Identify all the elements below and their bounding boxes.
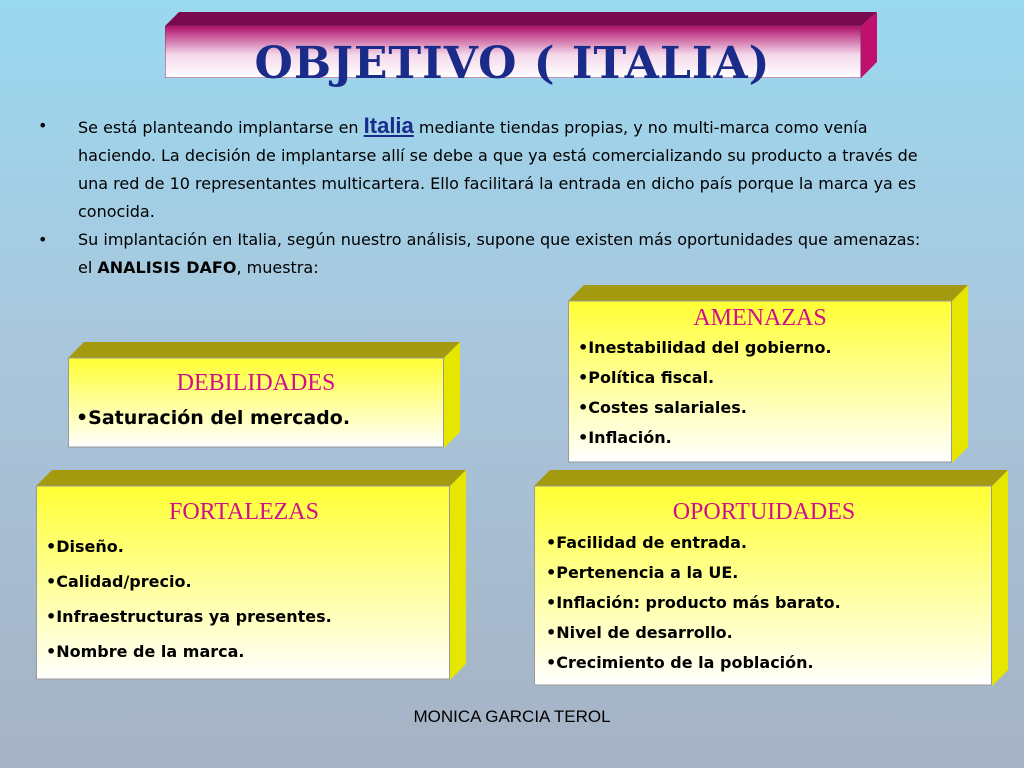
fortalezas-list — [46, 529, 442, 669]
page-title: OBJETIVO ( ITALIA) — [254, 38, 771, 89]
bullet-marker: • — [38, 116, 48, 135]
list-item: •Calidad/precio. — [46, 572, 192, 591]
title-banner — [165, 12, 877, 89]
list-item: •Nivel de desarrollo. — [546, 623, 733, 642]
bullet-marker: • — [38, 230, 48, 249]
bullet-text-part: mediante tiendas propias, y no multi-marca como venía haciendo. La decisión de implantarse allí se debe a que ya está comercializando su producto a través de una red de 10 representantes multicartera. Ello facilitará la entrada en dicho país porque la marca ya es conocida. — [78, 118, 918, 221]
amenazas-title: AMENAZAS — [693, 305, 827, 331]
amenazas-list — [578, 333, 942, 453]
bullet-text-part: Se está planteando implantarse en — [78, 118, 364, 137]
bullet-text — [78, 112, 928, 226]
amenazas-box — [568, 285, 968, 463]
list-item: •Infraestructuras ya presentes. — [46, 607, 332, 626]
footer-author: MONICA GARCIA TEROL — [413, 707, 611, 726]
intro-bullets — [38, 112, 928, 282]
oportunidades-content — [546, 497, 982, 678]
list-item: •Saturación del mercado. — [76, 407, 351, 429]
debilidades-content — [76, 368, 436, 438]
debilidades-title: DEBILIDADES — [176, 370, 336, 396]
list-item: •Costes salariales. — [578, 398, 747, 417]
oportunidades-list — [546, 528, 982, 678]
bullet-text-part: Su implantación en Italia, según nuestro análisis, supone que existen más oportunidades que amenazas: el — [78, 230, 921, 277]
bullet-item — [38, 226, 928, 282]
list-item: •Crecimiento de la población. — [546, 653, 814, 672]
bullet-item — [38, 112, 928, 226]
bullet-text-part: , muestra: — [236, 258, 319, 277]
oportunidades-box — [534, 470, 1008, 686]
oportunidades-title: OPORTUIDADES — [672, 499, 856, 525]
debilidades-list — [76, 398, 436, 438]
list-item: •Inestabilidad del gobierno. — [578, 338, 832, 357]
fortalezas-content — [46, 497, 442, 669]
list-item: •Facilidad de entrada. — [546, 533, 748, 552]
dafo-label: ANALISIS DAFO — [97, 258, 237, 277]
list-item: •Inflación. — [578, 428, 672, 447]
amenazas-content — [578, 303, 942, 453]
list-item: •Inflación: producto más barato. — [546, 593, 841, 612]
list-item: •Política fiscal. — [578, 368, 715, 387]
fortalezas-title: FORTALEZAS — [169, 499, 319, 525]
debilidades-box — [68, 342, 460, 448]
italia-link[interactable]: Italia — [363, 113, 414, 138]
bullet-text — [78, 226, 928, 282]
fortalezas-box — [36, 470, 466, 680]
list-item: •Pertenencia a la UE. — [546, 563, 739, 582]
list-item: •Diseño. — [46, 537, 124, 556]
list-item: •Nombre de la marca. — [46, 642, 245, 661]
